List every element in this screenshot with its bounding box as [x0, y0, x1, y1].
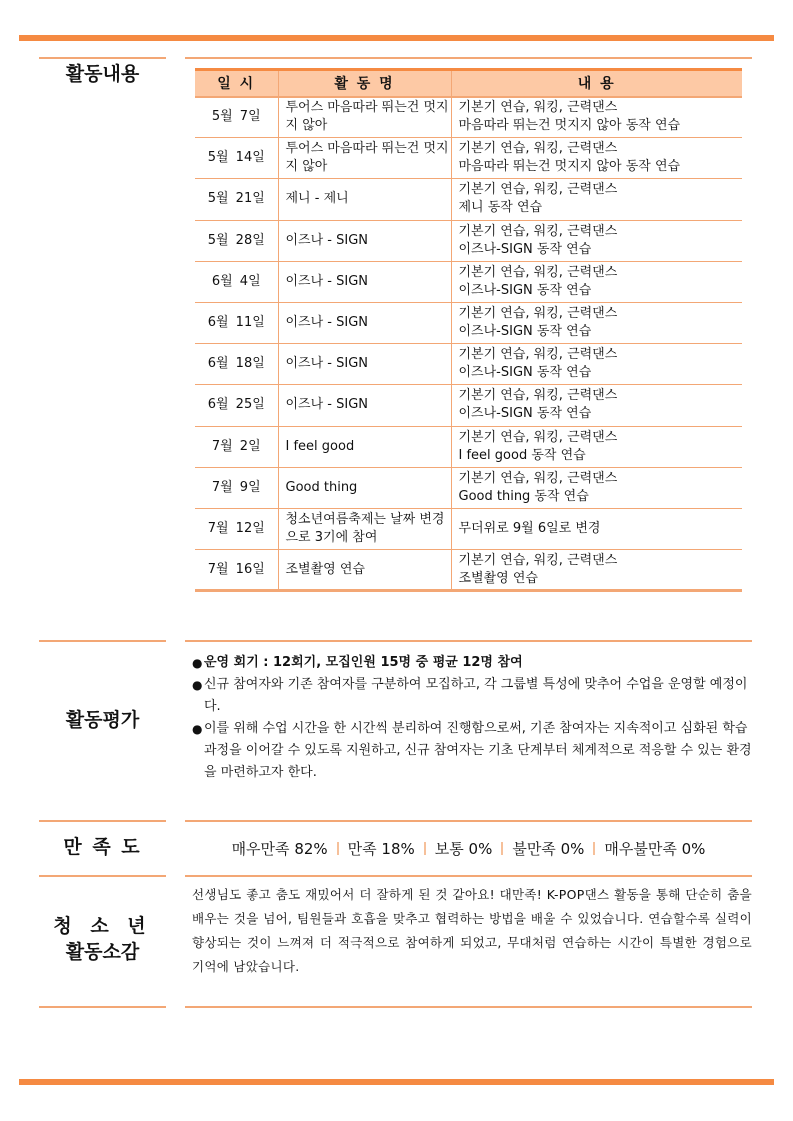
- list-item: ● 신규 참여자와 기존 참여자를 구분하여 모집하고, 각 그룹별 특성에 맞추어 수업을 운영할 예정이다.: [192, 674, 752, 718]
- cell-date: 5월 28일: [195, 220, 278, 261]
- cell-date: 5월 7일: [195, 97, 278, 138]
- cell-date: 6월 25일: [195, 385, 278, 426]
- evaluation-list: [192, 652, 752, 784]
- list-item: ● 이를 위해 수업 시간을 한 시간씩 분리하여 진행함으로써, 기존 참여자는 지속적이고 심화된 학습 과정을 이어갈 수 있도록 지원하고, 신규 참여자는 기초 단계부터 체계적으로 적응할 수 있는 환경을 마련하고자 한다.: [192, 718, 752, 784]
- cell-activity-name: 투어스 마음따라 뛰는건 멋지지 않아: [278, 138, 451, 179]
- table-header-row: [195, 70, 742, 97]
- table-row: [195, 344, 742, 385]
- table-row: [195, 385, 742, 426]
- cell-date: 7월 12일: [195, 508, 278, 549]
- satisfaction-item: 보통 0%: [434, 840, 493, 858]
- cell-date: 7월 16일: [195, 550, 278, 591]
- satisfaction-row: [185, 838, 752, 859]
- table-row: [195, 467, 742, 508]
- bottom-accent-bar: [19, 1079, 774, 1085]
- cell-activity-name: 이즈나 - SIGN: [278, 344, 451, 385]
- cell-content: 기본기 연습, 워킹, 근력댄스 이즈나-SIGN 동작 연습: [451, 220, 742, 261]
- satisfaction-item: 매우불만족 0%: [604, 840, 706, 858]
- bullet-icon: ●: [192, 722, 203, 736]
- cell-date: 6월 11일: [195, 302, 278, 343]
- cell-activity-name: 이즈나 - SIGN: [278, 261, 451, 302]
- cell-activity-name: 이즈나 - SIGN: [278, 220, 451, 261]
- cell-content: 기본기 연습, 워킹, 근력댄스 마음따라 뛰는건 멋지지 않아 동작 연습: [451, 138, 742, 179]
- cell-content: 기본기 연습, 워킹, 근력댄스 이즈나-SIGN 동작 연습: [451, 344, 742, 385]
- bullet-icon: ●: [192, 656, 203, 670]
- separator: [593, 842, 595, 855]
- table-row: [195, 261, 742, 302]
- cell-date: 6월 18일: [195, 344, 278, 385]
- cell-activity-name: I feel good: [278, 426, 451, 467]
- cell-content: 기본기 연습, 워킹, 근력댄스 조별촬영 연습: [451, 550, 742, 591]
- cell-content: 기본기 연습, 워킹, 근력댄스 이즈나-SIGN 동작 연습: [451, 385, 742, 426]
- table-row: [195, 302, 742, 343]
- table-row: [195, 179, 742, 220]
- section-rule: [39, 875, 166, 877]
- cell-date: 7월 2일: [195, 426, 278, 467]
- cell-content: 기본기 연습, 워킹, 근력댄스 I feel good 동작 연습: [451, 426, 742, 467]
- cell-activity-name: 제니 - 제니: [278, 179, 451, 220]
- section-rule: [185, 820, 752, 822]
- cell-content: 기본기 연습, 워킹, 근력댄스 이즈나-SIGN 동작 연습: [451, 302, 742, 343]
- table-row: [195, 97, 742, 138]
- table-row: [195, 426, 742, 467]
- cell-date: 6월 4일: [195, 261, 278, 302]
- cell-date: 5월 14일: [195, 138, 278, 179]
- bullet-icon: ●: [192, 678, 203, 692]
- cell-activity-name: 조별촬영 연습: [278, 550, 451, 591]
- section-rule: [185, 57, 752, 59]
- separator: [501, 842, 503, 855]
- cell-content: 기본기 연습, 워킹, 근력댄스 제니 동작 연습: [451, 179, 742, 220]
- header-content: 내 용: [451, 70, 742, 97]
- activity-content-label: 활동내용: [65, 63, 140, 85]
- separator: [424, 842, 426, 855]
- separator: [337, 842, 339, 855]
- table-row: [195, 138, 742, 179]
- cell-activity-name: 이즈나 - SIGN: [278, 302, 451, 343]
- section-rule: [39, 820, 166, 822]
- section-rule: [185, 1006, 752, 1008]
- cell-content: 무더위로 9월 6일로 변경: [451, 508, 742, 549]
- cell-date: 5월 21일: [195, 179, 278, 220]
- schedule-table: [195, 68, 742, 592]
- satisfaction-label: 만 족 도: [63, 836, 142, 858]
- table-row: [195, 220, 742, 261]
- satisfaction-item: 매우만족 82%: [231, 840, 328, 858]
- top-accent-bar: [19, 35, 774, 41]
- header-date: 일 시: [195, 70, 278, 97]
- cell-content: 기본기 연습, 워킹, 근력댄스 이즈나-SIGN 동작 연습: [451, 261, 742, 302]
- cell-activity-name: 청소년여름축제는 날짜 변경으로 3기에 참여: [278, 508, 451, 549]
- reflection-text: 선생님도 좋고 춤도 재밌어서 더 잘하게 된 것 같아요! 대만족! K-POP댄스 활동을 통해 단순히 춤을 배우는 것을 넘어, 팀원들과 호흡을 맞추고 협력하는 방법을 배울 수 있었습니다. 연습할수록 실력이 향상되는 것이 느껴져 더 적극적으로 참여하게 되었고, 무대처럼 연습하는 시간이 특별한 경험으로 기억에 남았습니다.: [192, 887, 752, 974]
- section-rule: [185, 875, 752, 877]
- satisfaction-item: 불만족 0%: [512, 840, 585, 858]
- table-row: [195, 550, 742, 591]
- cell-date: 7월 9일: [195, 467, 278, 508]
- activity-eval-label: 활동평가: [65, 709, 140, 731]
- cell-activity-name: 이즈나 - SIGN: [278, 385, 451, 426]
- cell-content: 기본기 연습, 워킹, 근력댄스 Good thing 동작 연습: [451, 467, 742, 508]
- cell-activity-name: Good thing: [278, 467, 451, 508]
- satisfaction-item: 만족 18%: [347, 840, 415, 858]
- reflection-label: 청 소 년 활동소감: [53, 915, 152, 963]
- section-rule: [39, 640, 166, 642]
- list-item: ● 운영 회기 : 12회기, 모집인원 15명 중 평균 12명 참여: [192, 652, 752, 674]
- section-rule: [39, 1006, 166, 1008]
- cell-content: 기본기 연습, 워킹, 근력댄스 마음따라 뛰는건 멋지지 않아 동작 연습: [451, 97, 742, 138]
- header-activity-name: 활 동 명: [278, 70, 451, 97]
- table-row: [195, 508, 742, 549]
- cell-activity-name: 투어스 마음따라 뛰는건 멋지지 않아: [278, 97, 451, 138]
- section-rule: [39, 57, 166, 59]
- section-rule: [185, 640, 752, 642]
